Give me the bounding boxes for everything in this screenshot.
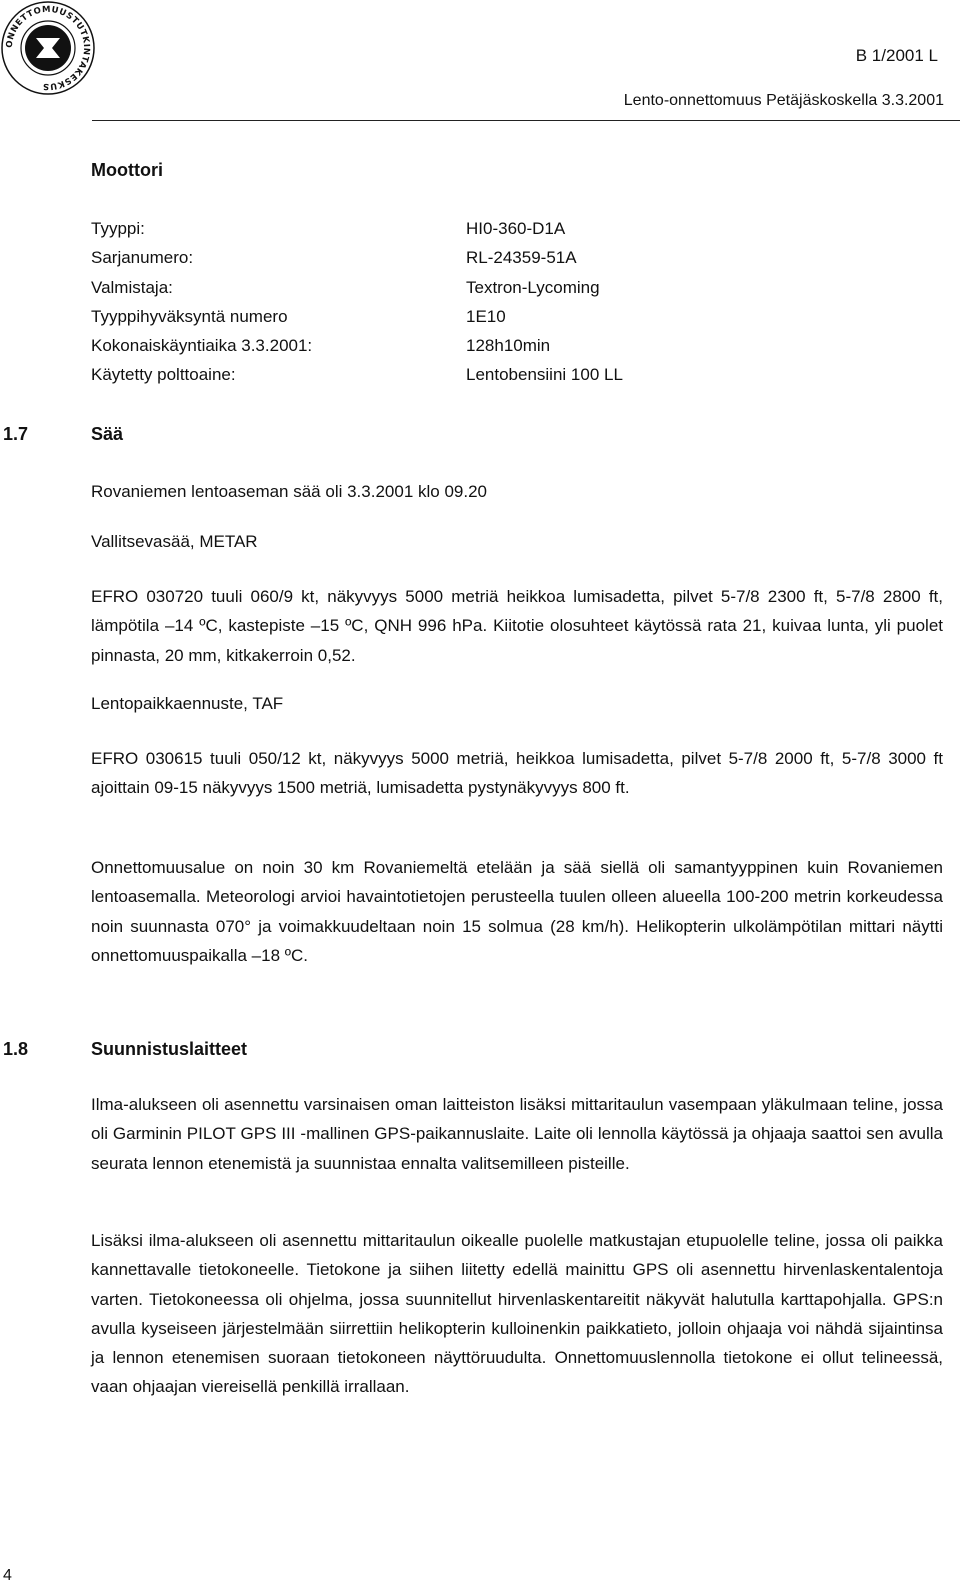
accident-area-weather: Onnettomuusalue on noin 30 km Rovaniemeltä etelään ja sää siellä oli samantyyppinen kuin Rovaniemen lentoasemalla. Meteorologi arvioi havaintotietojen perusteella tuulen olleen alueella 100-200 metrin korkeudessa noin suunnasta 070° ja voimakkuudeltaan noin 15 solmua (28 km/h). Helikopterin ulkolämpötilan mittari näytti onnettomuuspaikalla –18 ºC.	[91, 858, 943, 965]
engine-spec-value: 1E10	[466, 306, 506, 326]
engine-spec-row	[91, 360, 623, 389]
engine-heading: Moottori	[91, 160, 163, 180]
engine-spec-label: Sarjanumero:	[91, 248, 194, 268]
engine-spec-label: Tyyppihyväksyntä numero	[91, 306, 288, 326]
engine-spec-label: Kokonaiskäyntiaika 3.3.2001:	[91, 336, 313, 356]
engine-spec-value: HI0-360-D1A	[466, 219, 566, 238]
engine-spec-row	[91, 243, 623, 272]
section-number-weather: 1.7	[3, 424, 29, 444]
svg-text:ONNETTOMUUSTUTKINTAKESKUS: ONNETTOMUUSTUTKINTAKESKUS	[4, 4, 92, 92]
engine-spec-label: Tyyppi:	[91, 219, 145, 238]
engine-spec-label: Valmistaja:	[91, 277, 173, 297]
navigation-paragraph-1: Ilma-alukseen oli asennettu varsinaisen oman laitteiston lisäksi mittaritaulun vasempaan yläkulmaan teline, jossa oli Garminin PILOT GPS III -mallinen GPS-paikannuslaite. Laite oli lennolla käytössä ja ohjaaja saattoi sen avulla seurata lennon etenemistä ja suunnistaa ennalta valitsemilleen pisteille.	[91, 1095, 943, 1173]
engine-spec-row	[91, 302, 623, 331]
engine-spec-value: RL-24359-51A	[466, 248, 577, 268]
engine-spec-row	[91, 273, 623, 302]
section-number-navigation: 1.8	[3, 1039, 29, 1059]
header-divider	[92, 120, 960, 121]
engine-spec-value: 128h10min	[466, 336, 551, 356]
section-title-navigation: Suunnistuslaitteet	[91, 1039, 248, 1059]
page-number: 4	[3, 1567, 12, 1584]
taf-text: EFRO 030615 tuuli 050/12 kt, näkyvyys 5000 metriä, heikkoa lumisadetta, pilvet 5-7/8 2000 ft, 5-7/8 3000 ft ajoittain 09-15 näkyvyys 1500 metriä, lumisadetta pystynäkyvyys 800 ft.	[91, 749, 943, 798]
section-title-weather: Sää	[91, 424, 124, 444]
engine-spec-label: Käytetty polttoaine:	[91, 365, 236, 385]
engine-spec-table	[91, 214, 623, 390]
organization-logo	[0, 0, 96, 96]
engine-spec-row	[91, 214, 623, 243]
metar-label: Vallitsevasää, METAR	[91, 532, 258, 551]
weather-intro: Rovaniemen lentoaseman sää oli 3.3.2001 klo 09.20	[91, 482, 487, 501]
engine-spec-value: Textron-Lycoming	[466, 277, 600, 297]
engine-spec-row	[91, 331, 623, 360]
document-title: Lento-onnettomuus Petäjäskoskella 3.3.2001	[623, 92, 944, 109]
document-code: B 1/2001 L	[855, 46, 938, 65]
engine-spec-value: Lentobensiini 100 LL	[466, 365, 623, 385]
navigation-paragraph-2: Lisäksi ilma-alukseen oli asennettu mittaritaulun oikealle puolelle matkustajan etupuolelle teline, jossa oli paikka kannettavalle tietokoneelle. Tietokone ja siihen liitetty edellä mainittu GPS oli asennettu hirvenlaskentalentoja varten. Tietokoneessa oli ohjelma, jossa suunnitellut hirvenlaskentareitit näkyvät halutulla karttapohjalla. GPS:n avulla kyseiseen järjestelmään siirrettiin helikopterin kulloinenkin paikkatieto, jolloin ohjaaja voi nähdä sijaintinsa ja lennon etenemisen suoraan tietokoneen näyttöruudulta. Onnettomuuslennolla tietokone ei ollut telineessä, vaan ohjaajan viereisellä penkillä irrallaan.	[91, 1231, 943, 1397]
metar-text: EFRO 030720 tuuli 060/9 kt, näkyvyys 5000 metriä heikkoa lumisadetta, pilvet 5-7/8 2300 ft, 5-7/8 2800 ft, lämpötila –14 ºC, kastepiste –15 ºC, QNH 996 hPa. Kiitotie olosuhteet käytössä rata 21, kuivaa lunta, yli puolet pinnasta, 20 mm, kitkakerroin 0,52.	[91, 587, 943, 665]
taf-label: Lentopaikkaennuste, TAF	[91, 694, 284, 713]
